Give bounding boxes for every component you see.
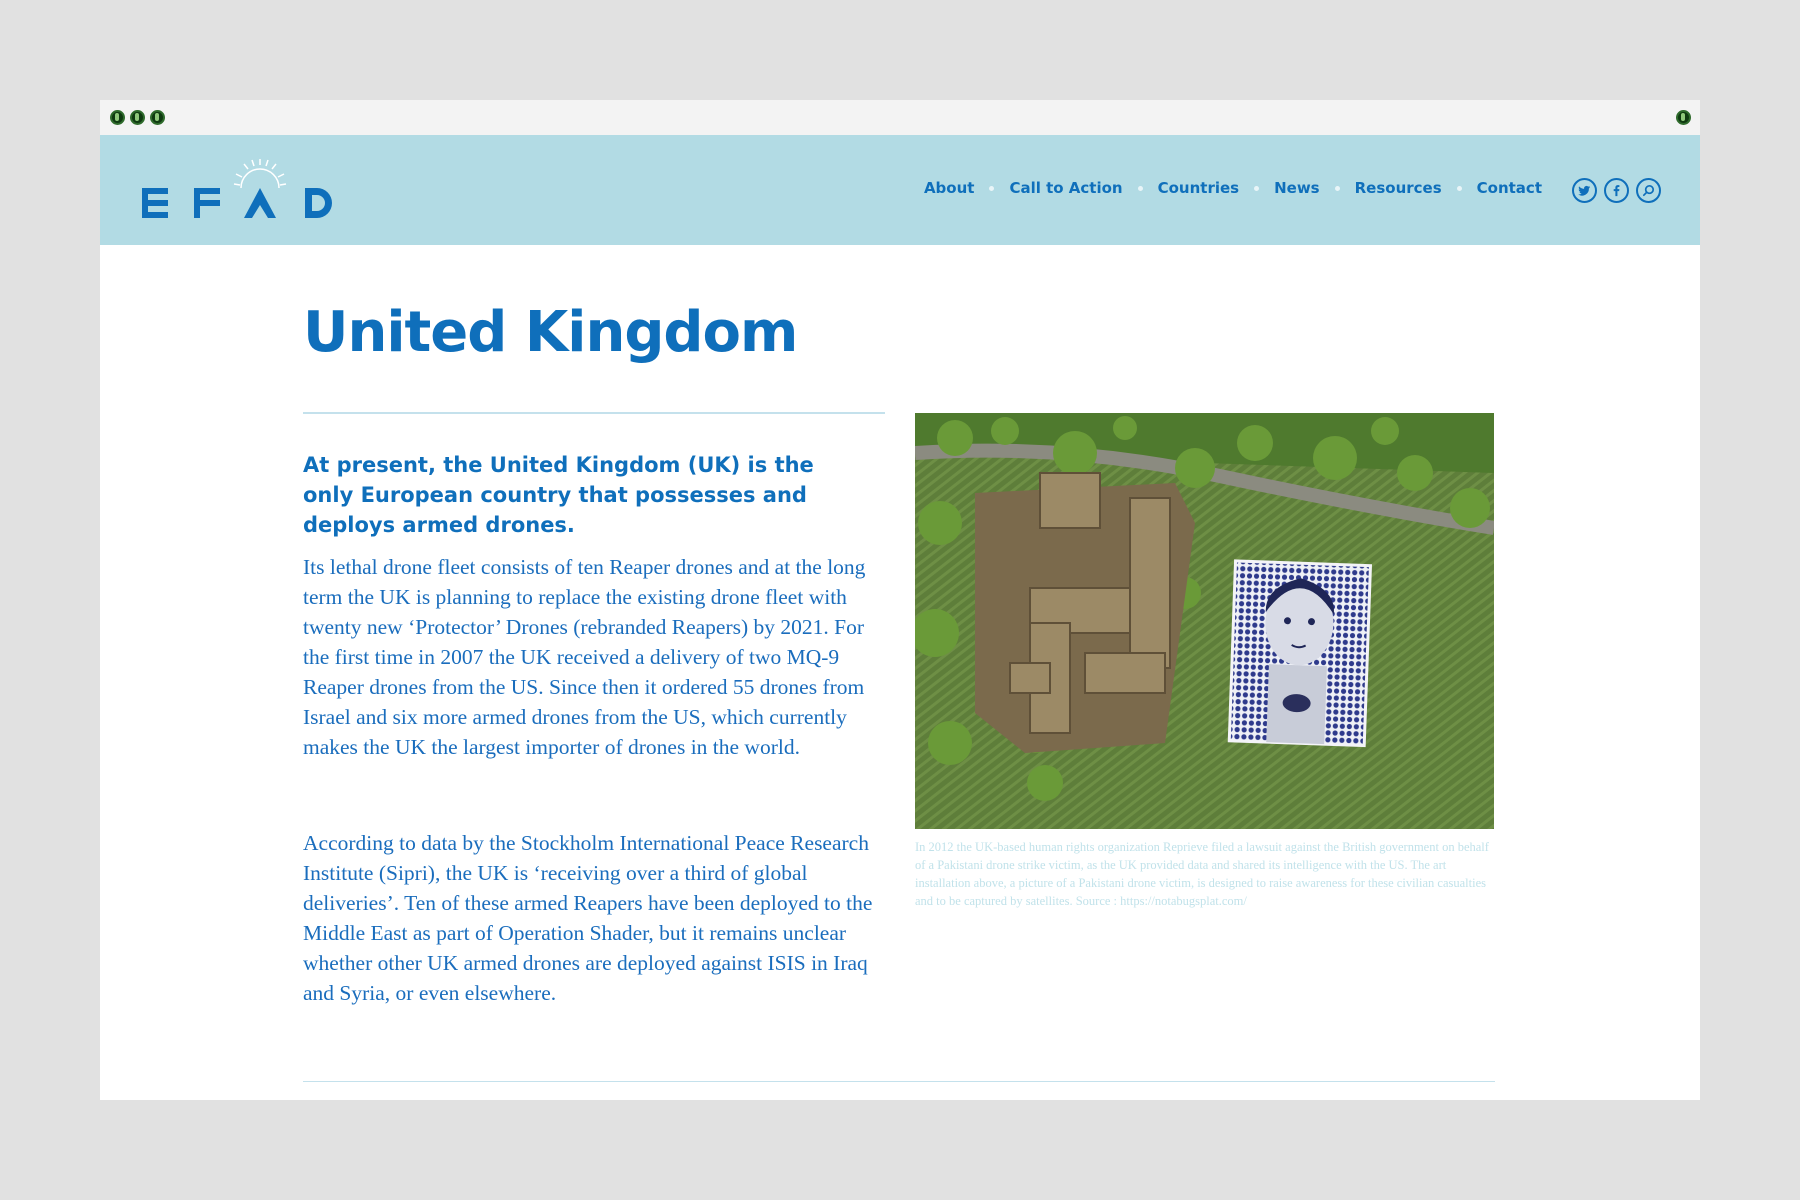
body-paragraph: According to data by the Stockholm International Peace Research Institute (Sipri), the UK is ‘receiving over a third of global deliveries’. Ten of these armed Reapers have been deployed to the Middle East as part of Operation Shader, but it remains unclear whether other UK armed drones are deployed against ISIS in Iraq and Syria, or even elsewhere. bbox=[303, 831, 873, 1005]
window-close-button[interactable] bbox=[110, 110, 125, 125]
browser-menu-button[interactable] bbox=[1676, 110, 1691, 125]
nav-separator bbox=[1457, 186, 1462, 191]
title-divider bbox=[303, 412, 885, 414]
nav-separator bbox=[989, 186, 994, 191]
page-title: United Kingdom bbox=[303, 300, 798, 365]
window-minimize-button[interactable] bbox=[130, 110, 145, 125]
photo-caption: In 2012 the UK-based human rights organization Reprieve filed a lawsuit against the British government on behalf of a Pakistani drone strike victim, as the UK provided data and shared its intelligence with the US. The art installation above, a picture of a Pakistani drone victim, is designed to raise awareness for these civilian casualties and to be captured by satellites. Source : https://notabugsplat.com/ bbox=[915, 840, 1489, 908]
efad-logo[interactable] bbox=[142, 157, 337, 227]
nav-separator bbox=[1335, 186, 1340, 191]
search-icon[interactable] bbox=[1636, 178, 1661, 203]
nav-separator bbox=[1138, 186, 1143, 191]
nav-news[interactable]: News bbox=[1274, 179, 1320, 197]
browser-chrome-bar bbox=[100, 100, 1700, 135]
window-maximize-button[interactable] bbox=[150, 110, 165, 125]
social-links bbox=[1572, 178, 1661, 203]
nav-separator bbox=[1254, 186, 1259, 191]
body-paragraph: Its lethal drone fleet consists of ten Reaper drones and at the long term the UK is planning to replace the existing drone fleet with twenty new ‘Protector’ Drones (rebranded Reapers) by 2021. For the first time in 2007 the UK received a delivery of two MQ-9 Reaper drones from the US. Since then it ordered 55 drones from Israel and six more armed drones from the US, which currently makes the UK the largest importer of drones in the world. bbox=[303, 555, 866, 759]
nav-contact[interactable]: Contact bbox=[1476, 179, 1542, 197]
nav-resources[interactable]: Resources bbox=[1354, 179, 1442, 197]
site-header bbox=[100, 135, 1700, 245]
nav-call-to-action[interactable]: Call to Action bbox=[1009, 179, 1123, 197]
twitter-icon[interactable] bbox=[1572, 178, 1597, 203]
main-nav bbox=[924, 173, 1542, 203]
efad-logo-mark bbox=[142, 157, 337, 227]
nav-countries[interactable]: Countries bbox=[1157, 179, 1240, 197]
aerial-photo bbox=[915, 413, 1494, 829]
lead-paragraph: At present, the United Kingdom (UK) is the only European country that possesses and deploys armed drones. bbox=[303, 453, 814, 537]
content-divider bbox=[303, 1081, 1495, 1082]
aerial-photo-image bbox=[915, 413, 1494, 829]
browser-window bbox=[100, 100, 1700, 1100]
nav-about[interactable]: About bbox=[923, 179, 975, 197]
facebook-icon[interactable] bbox=[1604, 178, 1629, 203]
